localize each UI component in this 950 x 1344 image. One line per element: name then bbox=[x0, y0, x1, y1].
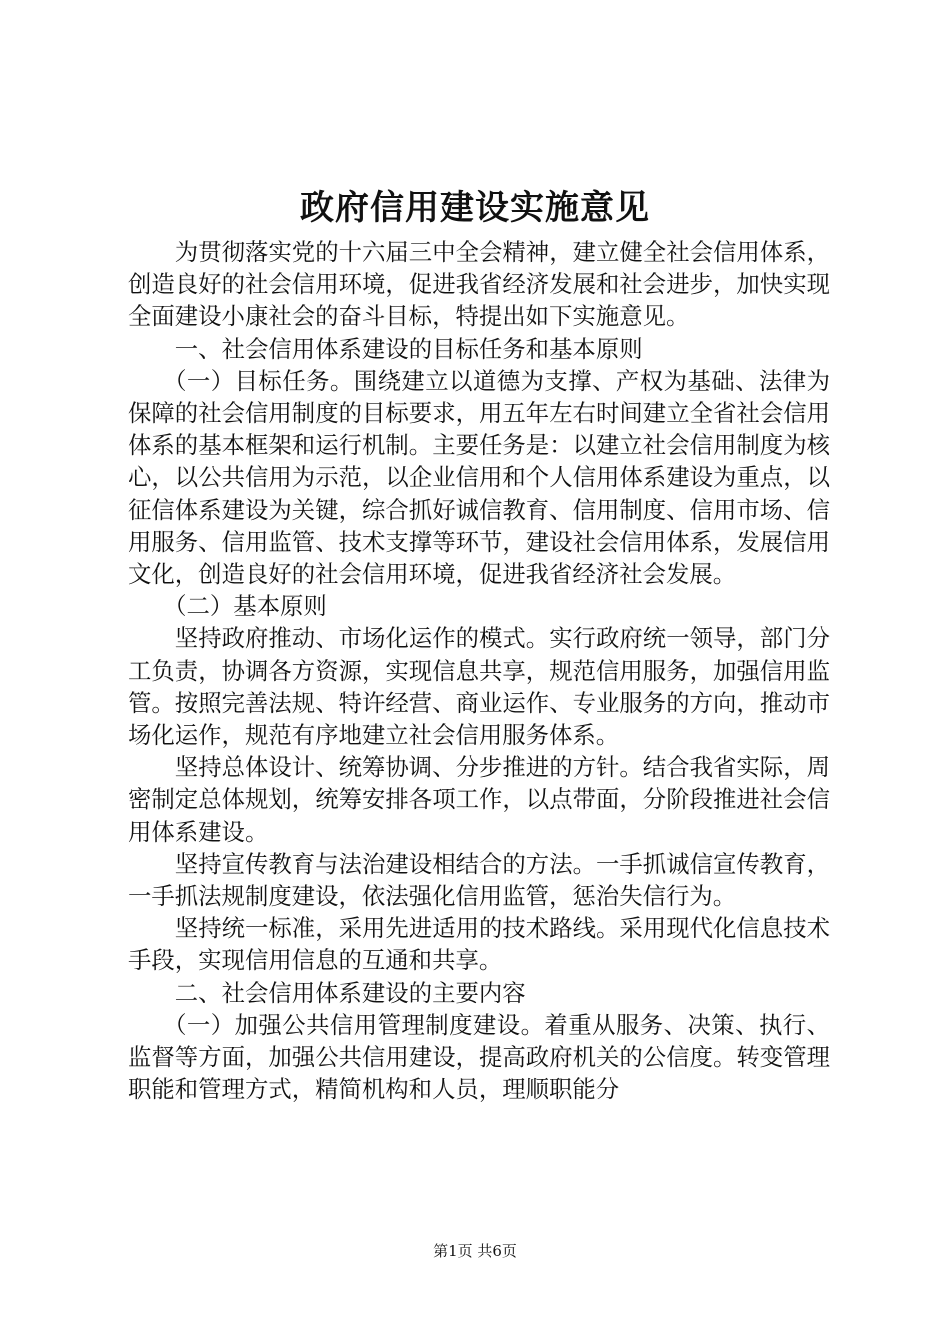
paragraph-principle-3: 坚持宣传教育与法治建设相结合的方法。一手抓诚信宣传教育，一手抓法规制度建设，依法强化信用监管，惩治失信行为。 bbox=[128, 849, 830, 911]
document-title: 政府信用建设实施意见 bbox=[300, 188, 650, 228]
paragraph-principle-1: 坚持政府推动、市场化运作的模式。实行政府统一领导，部门分工负责，协调各方资源，实现信息共享，规范信用服务，加强信用监管。按照完善法规、特许经营、商业运作、专业服务的方向，推动市场化运作，规范有序地建立社会信用服务体系。 bbox=[128, 624, 830, 750]
document-body bbox=[128, 236, 830, 1105]
subheading-principles: （二）基本原则 bbox=[163, 592, 327, 621]
paragraph-public-credit: （一）加强公共信用管理制度建设。着重从服务、决策、执行、监督等方面，加强公共信用建设，提高政府机关的公信度。转变管理职能和管理方式，精简机构和人员，理顺职能分 bbox=[128, 1010, 830, 1104]
section-heading-2: 二、社会信用体系建设的主要内容 bbox=[174, 978, 526, 1007]
paragraph-principle-4: 坚持统一标准，采用先进适用的技术路线。采用现代化信息技术手段，实现信用信息的互通和共享。 bbox=[128, 914, 830, 975]
section-heading-1: 一、社会信用体系建设的目标任务和基本原则 bbox=[174, 334, 643, 363]
paragraph-intro: 为贯彻落实党的十六届三中全会精神，建立健全社会信用体系，创造良好的社会信用环境，促进我省经济发展和社会进步，加快实现全面建设小康社会的奋斗目标，特提出如下实施意见。 bbox=[128, 238, 830, 331]
page-number-footer: 第1页 共6页 bbox=[433, 1242, 517, 1260]
paragraph-goals: （一）目标任务。围绕建立以道德为支撑、产权为基础、法律为保障的社会信用制度的目标要求，用五年左右时间建立全省社会信用体系的基本框架和运行机制。主要任务是：以建立社会信用制度为核心，以公共信用为示范，以企业信用和个人信用体系建设为重点，以征信体系建设为关键，综合抓好诚信教育、信用制度、信用市场、信用服务、信用监管、技术支撑等环节，建设社会信用体系，发展信用文化，创造良好的社会信用环境，促进我省经济社会发展。 bbox=[128, 366, 830, 589]
paragraph-principle-2: 坚持总体设计、统筹协调、分步推进的方针。结合我省实际，周密制定总体规划，统筹安排各项工作，以点带面，分阶段推进社会信用体系建设。 bbox=[128, 753, 830, 846]
